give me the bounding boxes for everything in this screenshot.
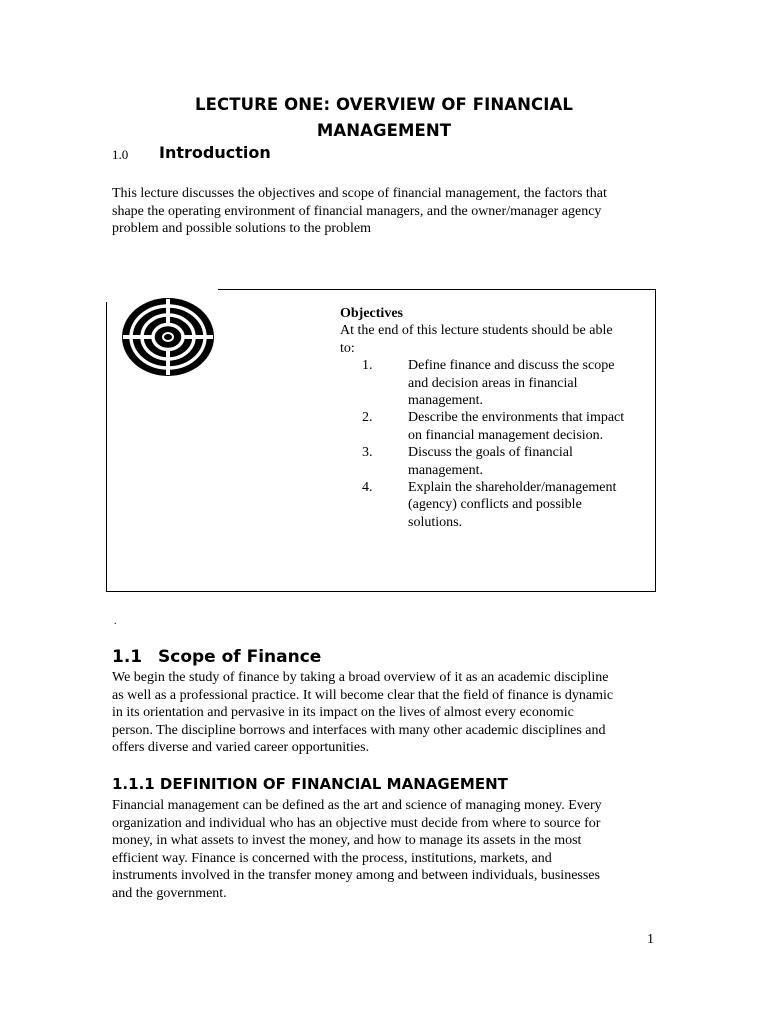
objectives-box [106,289,656,592]
objective-line: management. [408,462,484,478]
objective-text [408,409,648,444]
paragraph-line: and the government. [112,885,227,901]
definition-heading: 1.1.1 DEFINITION OF FINANCIAL MANAGEMENT [112,775,508,793]
objective-line: on financial management decision. [408,427,604,443]
box-border-top [218,289,656,290]
target-icon [120,296,216,378]
scope-section-number: 1.1 [112,647,143,667]
paragraph-line: We begin the study of finance by taking a broad overview of it as an academic discipline [112,670,609,685]
definition-paragraph [112,797,652,902]
paragraph-line: instruments involved in the transfer money among and between individuals, businesses [112,868,600,883]
lecture-title [112,92,656,144]
objective-number: 2. [362,410,373,426]
objective-text [408,357,648,409]
paragraph-line: person. The discipline borrows and interfaces with many other academic disciplines and [112,722,606,738]
scope-heading [112,647,321,667]
objective-line: solutions. [408,514,463,530]
objective-line: Describe the environments that impact [408,410,625,426]
objective-item-1 [340,357,650,409]
objective-text [408,479,648,531]
paragraph-line: Financial management can be defined as the art and science of managing money. Every [112,798,602,813]
paragraph-line: offers diverse and varied career opportunities. [112,740,370,755]
paragraph-line: This lecture discusses the objectives and scope of financial management, the factors that [112,186,607,201]
paragraph-line: as well as a professional practice. It will become clear that the field of finance is dynamic [112,687,614,703]
scope-heading-text: Scope of Finance [158,647,322,667]
box-border-bottom [106,591,656,592]
paragraph-line: money, in what assets to invest the money, and how to manage its assets in the most [112,833,582,848]
paragraph-line: shape the operating environment of financial managers, and the owner/manager agency [112,203,602,219]
paragraph-line: efficient way. Finance is concerned with the process, institutions, markets, and [112,850,552,866]
objective-item-3 [340,444,650,479]
objective-number: 4. [362,480,373,496]
scope-paragraph [112,669,652,757]
paragraph-line: problem and possible solutions to the problem [112,221,371,236]
stray-dot: . [114,616,117,627]
objectives-lead-line: to: [340,340,355,356]
lecture-title-line-2: MANAGEMENT [316,121,452,140]
intro-heading: Introduction [159,143,271,162]
objective-line: Explain the shareholder/management [408,480,617,496]
intro-paragraph [112,185,652,238]
page-number: 1 [647,932,654,947]
box-border-right [655,289,656,592]
objectives-content [340,305,650,531]
intro-section-number: 1.0 [112,147,129,162]
objective-item-2 [340,409,650,444]
objective-line: management. [408,393,484,409]
box-border-left [106,302,107,592]
lecture-title-line-1: LECTURE ONE: OVERVIEW OF FINANCIAL [195,95,573,114]
objective-item-4 [340,479,650,531]
objective-line: (agency) conflicts and possible [408,497,582,513]
objectives-lead-line: At the end of this lecture students should be able [340,323,613,339]
objective-number: 1. [362,358,373,374]
paragraph-line: organization and individual who has an objective must decide from where to source for [112,815,601,831]
objectives-heading: Objectives [340,306,403,321]
objective-number: 3. [362,445,373,461]
paragraph-line: in its orientation and pervasive in its impact on the lives of almost every economic [112,705,574,720]
objective-line: Discuss the goals of financial [408,445,573,461]
objective-line: Define finance and discuss the scope [408,358,615,374]
objective-text [408,444,648,479]
objective-line: and decision areas in financial [408,375,578,391]
